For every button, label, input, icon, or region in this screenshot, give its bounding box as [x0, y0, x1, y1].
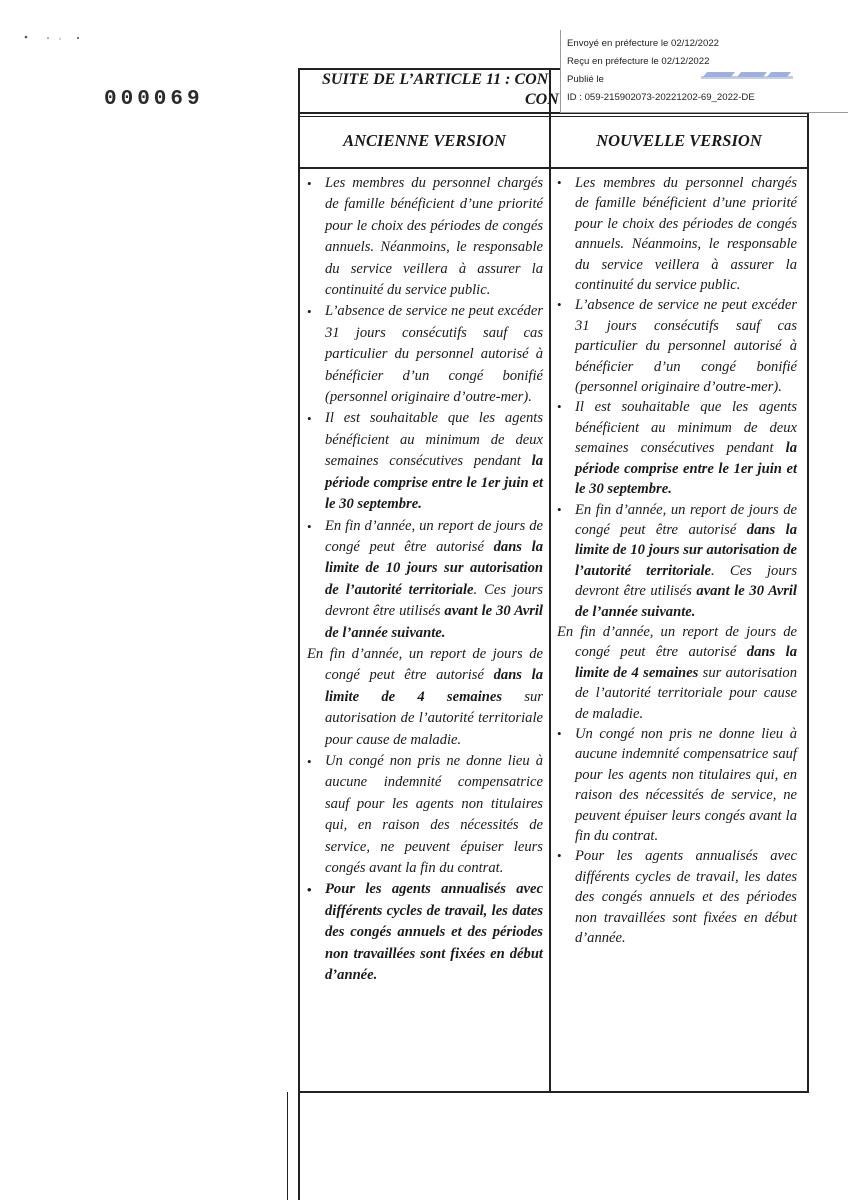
prefecture-stamp — [560, 30, 848, 113]
stamp-received: Reçu en préfecture le 02/12/2022 — [567, 56, 710, 67]
new-version-text: dans la limite de 4 semaines — [575, 644, 797, 681]
old-version-text: L’absence de service ne peut excéder 31 jours consécutifs sauf cas particulier du personnel autorisé à bénéficier d’un congé bonifié (personnel originaire d’outre-mer). — [325, 303, 543, 406]
stamp-id: ID : 059-215902073-20221202-69_2022-DE — [567, 92, 755, 103]
stamp-published: Publié le — [567, 74, 604, 85]
table-bottom-border — [298, 1091, 809, 1093]
new-version-text: Pour les agents annualisés avec différents cycles de travail, les dates des congés annuels et des périodes non travaillées sont fixées en début d’année. — [575, 848, 797, 947]
old-version-text: Les membres du personnel chargés de famille bénéficient d’une priorité pour le choix des périodes de congés annuels. Néanmoins, le responsable du service veillera à assurer la continuité du service public. — [325, 175, 543, 299]
old-version-text: En fin d’année, un report de jours de congé peut être autorisé — [307, 645, 543, 684]
new-version-paragraph — [557, 397, 797, 499]
old-version-title: ANCIENNE VERSION — [343, 131, 506, 150]
old-version-text: Il est souhaitable que les agents bénéficient au minimum de deux semaines consécutives pendant — [325, 410, 543, 470]
new-version-text: avant le 30 Avril de l’année suivante. — [575, 583, 797, 620]
new-version-paragraph — [557, 622, 797, 724]
new-version-paragraph — [557, 295, 797, 397]
new-version-text: dans la limite de 10 jours sur autorisation de l’autorité territoriale — [575, 521, 797, 579]
new-version-paragraph — [557, 846, 797, 948]
old-version-paragraph — [307, 751, 543, 879]
new-version-text: sur autorisation de l’autorité territoriale pour cause de maladie. — [575, 664, 798, 722]
table-outer-left-rule — [287, 1092, 288, 1200]
old-version-text: En fin d’année, un report de jours de congé peut être autorisé — [325, 517, 543, 555]
new-version-text: . Ces jours devront être utilisés — [575, 562, 798, 600]
new-version-paragraph — [557, 173, 797, 295]
new-version-text: la période comprise entre le 1er juin et le 30 septembre. — [575, 440, 797, 498]
column-title-row-bottom — [298, 167, 809, 169]
new-version-paragraph — [557, 500, 797, 622]
page-number: 000069 — [104, 88, 204, 111]
table-top-border — [298, 68, 560, 70]
new-version-text: Il est souhaitable que les agents bénéficient au minimum de deux semaines consécutives pendant — [575, 399, 797, 457]
scan-specks — [22, 32, 92, 42]
table-left-border — [298, 68, 300, 1200]
new-version-paragraph — [557, 724, 797, 846]
article-title-continued: CON — [525, 91, 559, 108]
old-version-text: avant le 30 Avril de l’année suivante. — [325, 603, 543, 641]
new-version-text: L’absence de service ne peut excéder 31 jours consécutifs sauf cas particulier du personnel autorisé à bénéficier d’un congé bonifié (personnel originaire d’outre-mer). — [575, 297, 797, 396]
old-version-text: dans la limite de 10 jours sur autorisation de l’autorité territoriale — [325, 538, 543, 598]
new-version-text: En fin d’année, un report de jours de congé peut être autorisé — [575, 501, 797, 538]
old-version-column — [307, 173, 543, 986]
old-version-text: la période comprise entre le 1er juin et le 30 septembre. — [325, 453, 543, 513]
new-version-column — [557, 173, 797, 948]
header-row-bottom-double — [298, 116, 809, 117]
old-version-paragraph — [307, 644, 543, 751]
old-version-paragraph — [307, 516, 543, 644]
new-version-text: Les membres du personnel chargés de famille bénéficient d’une priorité pour le choix des périodes de congés annuels. Néanmoins, le responsable du service veillera à assurer la continuité du service public. — [575, 175, 797, 294]
old-version-text: sur autorisation de l’autorité territoriale pour cause de maladie. — [325, 688, 543, 748]
old-version-paragraph — [307, 408, 543, 515]
table-middle-border — [549, 68, 551, 1092]
old-version-text: . Ces jours devront être utilisés — [325, 581, 543, 620]
old-version-text: Un congé non pris ne donne lieu à aucune indemnité compensatrice sauf pour les agents non titulaires qui, en raison des nécessités de service, ne peuvent épuiser leurs congés avant la fin du contrat. — [325, 752, 543, 876]
article-title: SUITE DE L’ARTICLE 11 : CON — [322, 71, 549, 88]
old-version-paragraph — [307, 173, 543, 301]
new-version-text: En fin d’année, un report de jours de congé peut être autorisé — [557, 623, 797, 661]
old-version-text: dans la limite de 4 semaines — [325, 667, 543, 705]
old-version-paragraph — [307, 879, 543, 986]
table-right-border — [807, 110, 809, 1092]
old-version-text: Pour les agents annualisés avec différents cycles de travail, les dates des congés annuels et des périodes non travaillées sont fixées en début d’année. — [325, 881, 543, 984]
new-version-title: NOUVELLE VERSION — [596, 131, 762, 150]
stamp-sent: Envoyé en préfecture le 02/12/2022 — [567, 38, 720, 49]
new-version-text: Un congé non pris ne donne lieu à aucune indemnité compensatrice sauf pour les agents non titulaires qui, en raison des nécessités de service, ne peuvent épuiser leurs congés avant la fin du contrat. — [575, 725, 797, 844]
slo-logo-icon — [701, 68, 793, 86]
old-version-paragraph — [307, 301, 543, 408]
